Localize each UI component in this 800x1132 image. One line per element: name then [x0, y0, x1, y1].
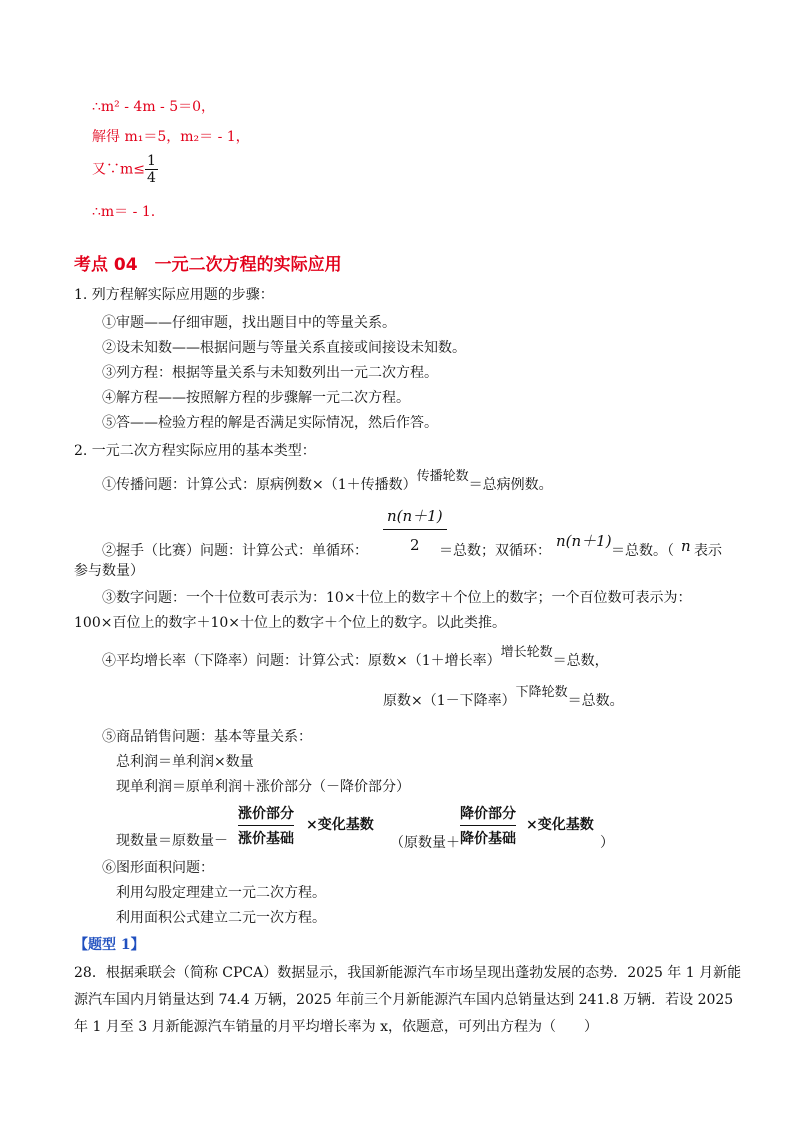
handshake-text: ②握手（比赛）问题：计算公式：单循环：	[102, 543, 368, 559]
qty-times-1: ×变化基数	[306, 817, 374, 833]
qty-fraction-2	[460, 803, 516, 848]
step-2: ②设未知数——根据问题与等量关系直接或间接设未知数。	[102, 340, 466, 356]
handshake-mid: ＝总数；双循环：	[439, 543, 551, 559]
growth-formula-2	[383, 685, 624, 710]
handshake-line2: 参与数量）	[74, 563, 144, 579]
decline-tail: ＝总数。	[567, 693, 624, 709]
qty-fraction-1-num: 涨价部分	[238, 806, 294, 822]
solution-line-2: 解得 m₁＝5，m₂＝ - 1，	[92, 129, 250, 145]
growth-formula-1	[102, 645, 609, 670]
step-1: ①审题——仔细审题，找出题目中的等量关系。	[102, 315, 396, 331]
question-line-2: 源汽车国内月销量达到 74.4 万辆，2025 年前三个月新能源汽车国内总销量达到 241.8 万辆．若设 2025	[74, 992, 734, 1008]
digits-line-1: ③数字问题：一个十位数可表示为：10×十位上的数字＋个位上的数字；一个百位数可表示为：	[102, 590, 692, 606]
handshake-fraction	[383, 505, 447, 554]
spread-text: ①传播问题：计算公式：原病例数×（1＋传播数）	[102, 477, 417, 493]
decline-text: 原数×（1－下降率）	[383, 693, 516, 709]
example-tag: 【题型 1】	[74, 937, 145, 953]
solution-line-3-prefix: 又∵m≤	[92, 161, 146, 178]
area-line-1: 利用勾股定理建立一元二次方程。	[116, 885, 326, 901]
sales-line-2: 现单利润＝原单利润＋涨价部分（－降价部分）	[116, 779, 410, 795]
qty-fraction-1	[238, 803, 294, 848]
qty-paren-open: （原数量＋	[390, 835, 460, 851]
handshake-numerator: n(n＋1)	[387, 507, 443, 525]
step-4: ④解方程——按照解方程的步骤解一元二次方程。	[102, 390, 410, 406]
decline-exponent: 下降轮数	[515, 685, 568, 700]
qty-fraction-2-den: 降价基础	[460, 825, 516, 848]
growth-tail: ＝总数，	[552, 653, 609, 669]
spread-exponent: 传播轮数	[416, 469, 469, 484]
qty-prefix: 现数量＝原数量－	[116, 833, 228, 849]
question-line-1: 28．根据乘联会（简称 CPCA）数据显示，我国新能源汽车市场呈现出蓬勃发展的态势．2025 年 1 月新能	[74, 965, 742, 981]
qty-paren-close: ）	[600, 835, 614, 851]
spread-tail: ＝总病例数。	[468, 477, 553, 493]
solution-line-1: ∴m² - 4m - 5＝0，	[92, 99, 216, 115]
handshake-n: n	[681, 537, 691, 555]
digits-line-2: 100×百位上的数字＋10×十位上的数字＋个位上的数字。以此类推。	[74, 615, 506, 631]
fraction-denominator: 4	[147, 170, 156, 186]
growth-text: ④平均增长率（下降率）问题：计算公式：原数×（1＋增长率）	[102, 653, 501, 669]
growth-exponent: 增长轮数	[500, 645, 553, 660]
handshake-expr: n(n＋1)	[556, 532, 612, 550]
question-line-3: 年 1 月至 3 月新能源汽车销量的月平均增长率为 x，依题意，可列出方程为（ ）	[74, 1019, 598, 1035]
area-line-2: 利用面积公式建立二元一次方程。	[116, 910, 326, 926]
sales-heading: ⑤商品销售问题：基本等量关系：	[102, 729, 312, 745]
fraction-one-quarter	[145, 153, 158, 186]
sales-line-1: 总利润＝单利润×数量	[116, 754, 254, 770]
qty-fraction-1-den: 涨价基础	[238, 825, 294, 848]
part2-heading: 2. 一元二次方程实际应用的基本类型：	[74, 443, 316, 459]
step-3: ③列方程：根据等量关系与未知数列出一元二次方程。	[102, 365, 438, 381]
handshake-tail2: 表示	[694, 543, 722, 559]
section-title: 考点 04 一元二次方程的实际应用	[74, 255, 342, 275]
step-5: ⑤答——检验方程的解是否满足实际情况，然后作答。	[102, 415, 438, 431]
handshake-denominator: 2	[383, 529, 447, 554]
fraction-numerator: 1	[147, 153, 156, 169]
part1-heading: 1. 列方程解实际应用题的步骤：	[74, 287, 274, 303]
qty-times-2: ×变化基数	[526, 817, 594, 833]
handshake-tail: ＝总数。（	[611, 543, 674, 559]
area-heading: ⑥图形面积问题：	[102, 860, 214, 876]
solution-line-4: ∴m＝ - 1.	[92, 204, 156, 220]
spread-formula	[102, 469, 553, 494]
solution-line-3	[92, 153, 158, 186]
qty-fraction-2-num: 降价部分	[460, 806, 516, 822]
